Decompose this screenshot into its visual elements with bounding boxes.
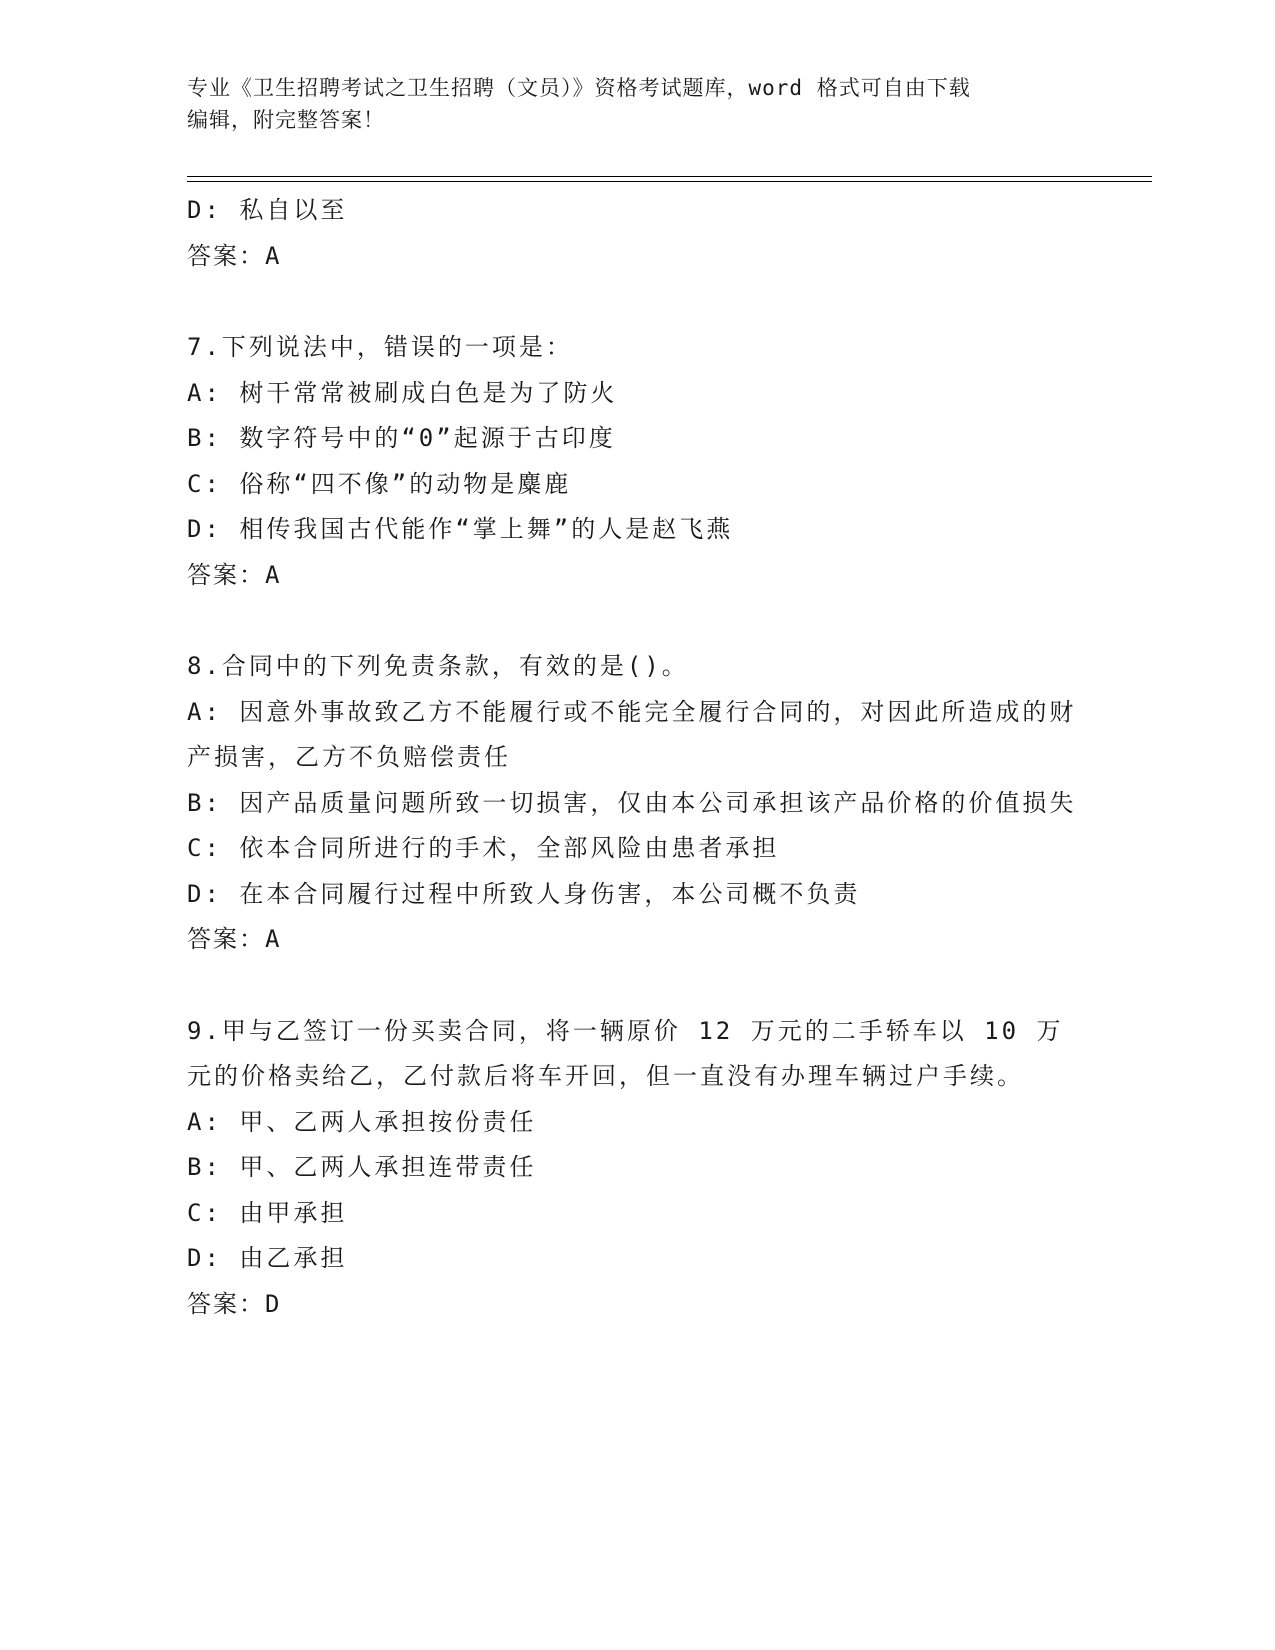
question-7 (187, 325, 1077, 598)
answer: 答案：D (187, 1289, 282, 1318)
option-d: D: 在本合同履行过程中所致人身伤害，本公司概不负责 (187, 879, 861, 908)
header-rule-bottom (187, 181, 1152, 182)
option-b: B: 数字符号中的“0”起源于古印度 (187, 424, 616, 452)
option-b: B: 甲、乙两人承担连带责任 (187, 1153, 537, 1181)
option-c: C: 依本合同所进行的手术，全部风险由患者承担 (187, 834, 780, 862)
option-b: B: 因产品质量问题所致一切损害，仅由本公司承担该产品价格的价值损失 (187, 788, 1077, 817)
answer: 答案：A (187, 560, 282, 589)
header-line-2: 编辑，附完整答案！ (187, 108, 385, 132)
option-c: C: 由甲承担 (187, 1198, 348, 1227)
question-stem: 9.甲与乙签订一份买卖合同，将一辆原价 12 万元的二手轿车以 10 万元的价格卖给乙，乙付款后将车开回，但一直没有办理车辆过户手续。 (187, 1016, 1064, 1090)
answer: 答案：A (187, 925, 282, 953)
header-line-1: 专业《卫生招聘考试之卫生招聘（文员）》资格考试题库，word 格式可自由下载 (187, 76, 971, 100)
header-rule-top (187, 176, 1152, 177)
option-a: A: 因意外事故致乙方不能履行或不能完全履行合同的，对因此所造成的财产损害，乙方不负赔偿责任 (187, 697, 1077, 771)
prev-option-d: D: 私自以至 (187, 196, 348, 224)
document-header (187, 72, 1077, 136)
question-stem: 7.下列说法中，错误的一项是： (187, 333, 573, 361)
question-stem: 8.合同中的下列免责条款，有效的是()。 (187, 652, 689, 680)
document-body (187, 188, 1077, 1327)
option-a: A: 树干常常被刷成白色是为了防火 (187, 378, 618, 407)
option-a: A: 甲、乙两人承担按份责任 (187, 1107, 537, 1136)
option-d: D: 相传我国古代能作“掌上舞”的人是赵飞燕 (187, 515, 734, 543)
option-c: C: 俗称“四不像”的动物是麋鹿 (187, 469, 572, 498)
question-9 (187, 1009, 1077, 1328)
option-d: D: 由乙承担 (187, 1244, 348, 1272)
question-8 (187, 644, 1077, 963)
prev-answer: 答案：A (187, 241, 282, 270)
